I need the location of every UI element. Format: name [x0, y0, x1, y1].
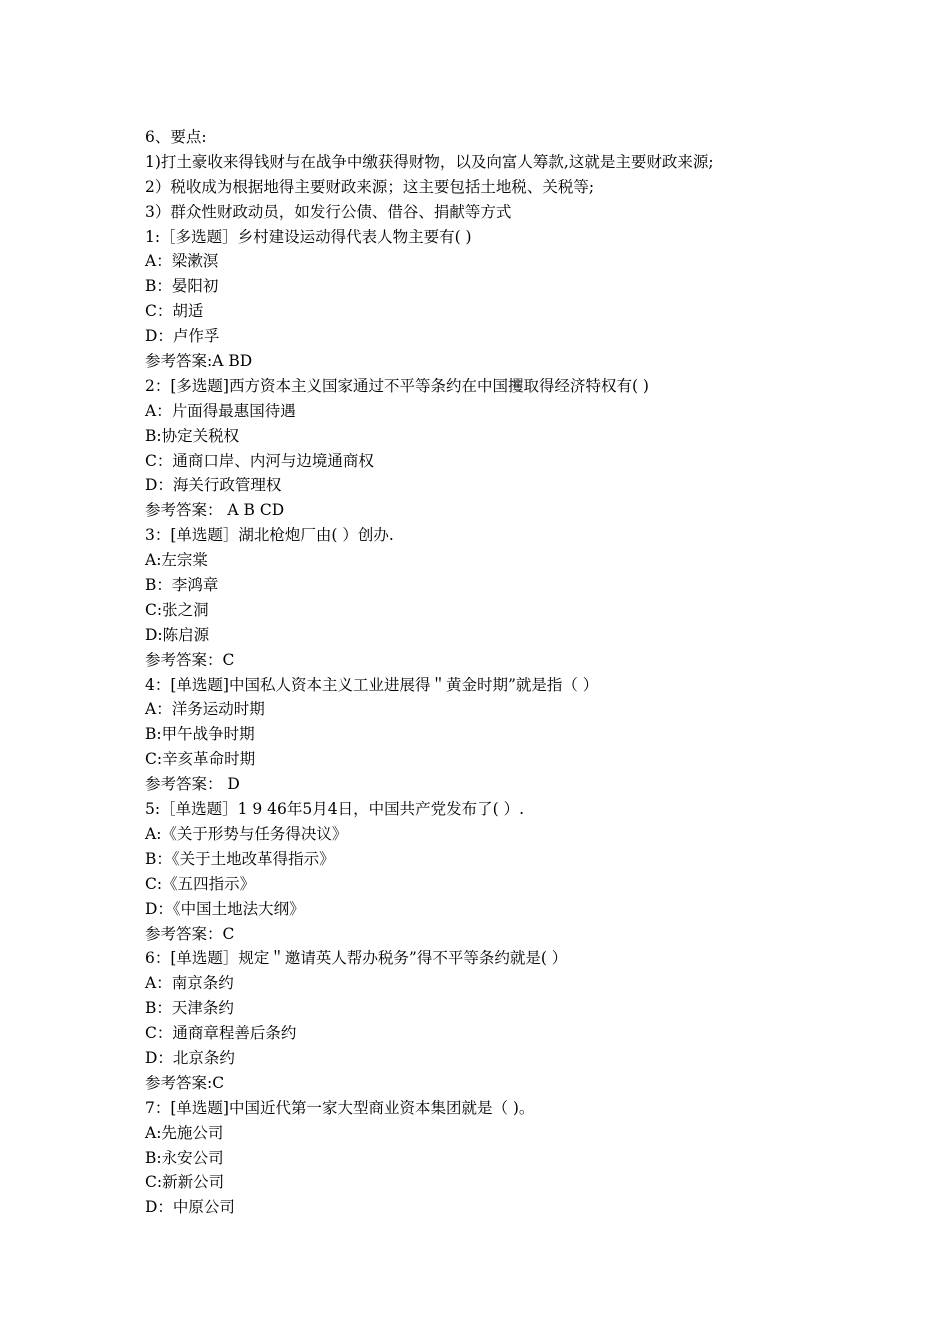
text-line: 参考答案:A BD: [145, 352, 253, 371]
text-line: B:甲午战争时期: [145, 725, 255, 744]
text-line: A：梁漱溟: [145, 252, 219, 271]
text-line: 3）群众性财政动员，如发行公债、借谷、捐献等方式: [145, 202, 512, 221]
text-line: 1:［多选题］乡村建设运动得代表人物主要有( ): [145, 227, 472, 246]
text-line: C：胡适: [145, 302, 204, 321]
text-line: D：卢作孚: [145, 327, 220, 346]
text-line: A：南京条约: [145, 974, 234, 993]
text-line: 1)打土豪收来得钱财与在战争中缴获得财物，以及向富人筹款,这就是主要财政来源;: [145, 152, 714, 171]
text-line: 参考答案： D: [145, 775, 240, 794]
text-line: B:永安公司: [145, 1148, 224, 1167]
text-line: D：中原公司: [145, 1198, 235, 1217]
text-line: 4：[单选题]中国私人资本主义工业进展得＂黄金时期”就是指（ ）: [145, 675, 599, 694]
text-line: A：洋务运动时期: [145, 700, 265, 719]
text-line: 6、要点:: [145, 128, 207, 146]
text-line: C:张之洞: [145, 600, 209, 619]
text-line: B:协定关税权: [145, 426, 240, 445]
text-line: 5:［单选题］1 9 46年5月4日，中国共产党发布了( ）.: [145, 800, 525, 819]
text-line: C：通商口岸、内河与边境通商权: [145, 451, 374, 470]
text-line: D:陈启源: [145, 625, 210, 644]
text-line: D：海关行政管理权: [145, 476, 282, 495]
text-line: A：片面得最惠国待遇: [145, 401, 296, 420]
text-line: C：通商章程善后条约: [145, 1024, 297, 1043]
text-line: B：晏阳初: [145, 277, 219, 296]
text-line: 3：[单选题］湖北枪炮厂由( ）创办.: [145, 526, 394, 545]
document-body: [145, 125, 945, 1220]
text-line: 2：[多选题]西方资本主义国家通过不平等条约在中国攫取得经济特权有( ): [145, 376, 649, 395]
text-line: A:先施公司: [145, 1123, 224, 1142]
text-line: 参考答案：C: [145, 650, 235, 669]
text-line: 6：[单选题］规定＂邀请英人帮办税务”得不平等条约就是( ）: [145, 949, 568, 968]
text-line: B：天津条约: [145, 999, 234, 1018]
text-line: D：北京条约: [145, 1048, 235, 1067]
text-line: B：李鸿章: [145, 576, 219, 595]
text-line: A:《关于形势与任务得决议》: [145, 824, 348, 843]
text-line: 2）税收成为根据地得主要财政来源；这主要包括土地税、关税等;: [145, 177, 595, 196]
text-line: 参考答案：C: [145, 924, 235, 943]
text-line: A:左宗棠: [145, 551, 208, 570]
text-line: 参考答案:C: [145, 1073, 225, 1092]
text-line: C:《五四指示》: [145, 874, 256, 893]
text-line: 参考答案： A B CD: [145, 501, 285, 520]
text-line: D：《中国土地法大纲》: [145, 899, 305, 918]
text-line: C:辛亥革命时期: [145, 750, 256, 769]
text-line: C:新新公司: [145, 1173, 225, 1192]
text-line: B：《关于土地改革得指示》: [145, 849, 335, 868]
text-line: 7：[单选题]中国近代第一家大型商业资本集团就是（ )。: [145, 1098, 535, 1117]
